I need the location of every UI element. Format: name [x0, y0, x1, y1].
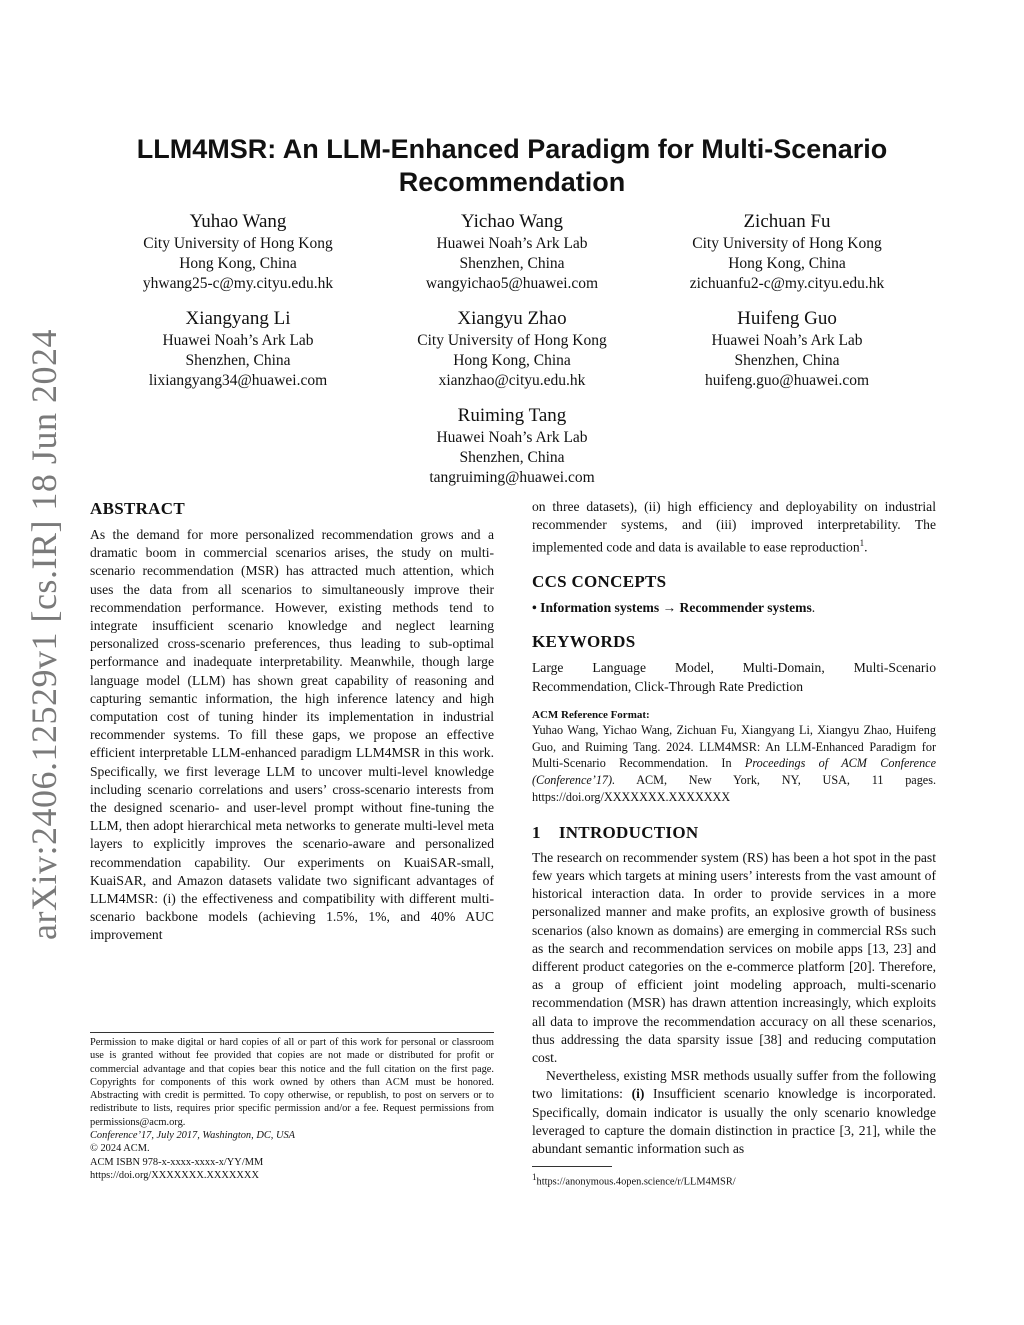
author-block	[362, 404, 662, 488]
left-column	[90, 498, 494, 945]
ccs-concept: Information systems	[540, 600, 660, 616]
isbn-line: ACM ISBN 978-x-xxxx-xxxx-x/YY/MM	[90, 1156, 264, 1168]
footnote-divider	[532, 1166, 612, 1167]
permission-notice	[90, 1036, 494, 1182]
ccs-concepts-heading: CCS CONCEPTS	[532, 572, 667, 592]
author-location: Shenzhen, China	[459, 449, 565, 466]
author-location: Hong Kong, China	[179, 255, 297, 272]
author-affiliation: Huawei Noah’s Ark Lab	[711, 332, 863, 349]
intro-paragraph-2	[532, 1067, 936, 1158]
ccs-bullet: •	[532, 600, 537, 616]
author-block	[88, 307, 388, 391]
period: .	[864, 539, 868, 555]
arrow-icon: →	[662, 600, 677, 616]
acm-reference-heading: ACM Reference Format:	[532, 708, 650, 721]
author-name: Ruiming Tang	[457, 405, 567, 426]
author-name: Zichuan Fu	[743, 211, 831, 232]
author-email: yhwang25-c@my.cityu.edu.hk	[142, 275, 334, 292]
reference-venue: Proceedings of ACM Conference (Conference’17).	[532, 756, 936, 788]
author-email: wangyichao5@huawei.com	[425, 275, 599, 292]
permission-divider	[90, 1032, 494, 1033]
footnote-number: 1	[532, 1172, 537, 1182]
author-email: zichuanfu2-c@my.cityu.edu.hk	[689, 275, 885, 292]
intro-text: Insufficient scenario knowledge is incorporated. Specifically, domain indicator is usually the only scenario knowledge leveraged to capture the domain distinction in practice [3, 21], while the abundant semantic information such as	[532, 1086, 936, 1156]
author-affiliation: Huawei Noah’s Ark Lab	[436, 235, 588, 252]
author-email: huifeng.guo@huawei.com	[704, 372, 870, 389]
abstract-continuation	[532, 498, 936, 557]
author-location: Shenzhen, China	[459, 255, 565, 272]
author-block	[637, 210, 937, 294]
permission-text: Permission to make digital or hard copies of all or part of this work for personal or classroom use is granted without fee provided that copies are not made or distributed for profit or commercial advantage and that copies bear this notice and the full citation on the first page. Copyrights for components of this work owned by others than ACM must be honored. Abstracting with credit is permitted. To copy otherwise, or republish, to post on servers or to redistribute to lists, requires prior specific permission and/or a fee. Request permissions from permissions@acm.org.	[90, 1037, 494, 1128]
right-column	[532, 498, 936, 1158]
period: .	[811, 600, 816, 616]
author-email: xianzhao@cityu.edu.hk	[438, 372, 586, 389]
author-block	[362, 210, 662, 294]
author-email: tangruiming@huawei.com	[429, 469, 595, 486]
keywords-heading: KEYWORDS	[532, 632, 636, 652]
abstract-continuation-text: on three datasets), (ii) high efficiency and deployability on industrial recommender systems, and (iii) improved interpretability. The implemented code and data is available to ease reproduction	[532, 499, 936, 555]
paper-title: LLM4MSR: An LLM-Enhanced Paradigm for Multi-Scenario Recommendation	[136, 134, 888, 197]
keywords-text: Large Language Model, Multi-Domain, Multi-Scenario Recommendation, Click-Through Rate Prediction	[532, 660, 936, 694]
footnote-link[interactable]: https://anonymous.4open.science/r/LLM4MSR/	[536, 1176, 736, 1188]
conference-info: Conference’17, July 2017, Washington, DC, USA	[90, 1130, 295, 1142]
abstract-text: As the demand for more personalized recommendation grows and a dramatic boom in commercial scenarios arises, the study on multi-scenario recommendation (MSR) has attracted much attention, which uses the data from all scenarios to simultaneously improve their recommendation performance. However, existing methods tend to integrate insufficient scenario knowledge and neglect learning personalized cross-scenario preferences, thus leading to sub-optimal performance and inadequate interpretability. Meanwhile, though large language model (LLM) has shown great capability of reasoning and capturing semantic information, the high inference latency and high computation cost of tuning hinder its implementation in industrial recommender systems. To fill these gaps, we propose an effective efficient interpretable LLM-enhanced paradigm LLM4MSR in this work. Specifically, we first leverage LLM to uncover multi-level knowledge including scenario correlations and users’ cross-scenario interests from the designed scenario- and user-level prompt without fine-tuning the LLM, then adopt hierarchical meta networks to generate multi-level meta layers to explicitly improves the scenario-aware and personalized recommendation capability. Our experiments on KuaiSAR-small, KuaiSAR, and Amazon datasets validate two significant advantages of LLM4MSR: (i) the effectiveness and compatibility with different multi-scenario backbone models (achieving 1.5%, 1%, and 40% AUC improvement	[90, 527, 494, 943]
section-number: 1	[532, 822, 541, 842]
copyright-line: © 2024 ACM.	[90, 1143, 150, 1155]
ccs-subconcept: Recommender systems	[679, 600, 812, 616]
author-name: Xiangyang Li	[185, 308, 291, 329]
author-location: Hong Kong, China	[728, 255, 846, 272]
acm-reference-text	[532, 722, 936, 806]
ccs-concepts-line	[532, 599, 936, 617]
author-name: Xiangyu Zhao	[457, 308, 567, 329]
footnote	[532, 1171, 936, 1188]
intro-text: Nevertheless, existing MSR methods usually suffer from the following two limitations:	[532, 1068, 936, 1102]
limitation-marker: (i)	[631, 1086, 645, 1102]
author-block	[88, 210, 388, 294]
author-name: Huifeng Guo	[737, 308, 837, 329]
arxiv-identifier-stamp: arXiv:2406.12529v1 [cs.IR] 18 Jun 2024	[24, 329, 64, 940]
introduction-heading	[532, 822, 936, 844]
author-affiliation: City University of Hong Kong	[692, 235, 882, 252]
reference-authors: Yuhao Wang, Yichao Wang, Zichuan Fu, Xiangyang Li, Xiangyu Zhao, Huifeng Guo, and Ruiming Tang. 2024. LLM4MSR: An LLM-Enhanced Paradigm for Multi-Scenario Recommendation. In	[532, 722, 936, 771]
footnote-mark[interactable]: 1	[859, 538, 865, 549]
author-block	[637, 307, 937, 391]
author-block	[362, 307, 662, 391]
author-email: lixiangyang34@huawei.com	[148, 372, 328, 389]
author-location: Hong Kong, China	[453, 352, 571, 369]
author-location: Shenzhen, China	[185, 352, 291, 369]
section-title: INTRODUCTION	[558, 822, 699, 842]
abstract-heading: ABSTRACT	[90, 499, 185, 518]
author-affiliation: Huawei Noah’s Ark Lab	[162, 332, 314, 349]
author-affiliation: Huawei Noah’s Ark Lab	[436, 429, 588, 446]
author-affiliation: City University of Hong Kong	[143, 235, 333, 252]
author-affiliation: City University of Hong Kong	[417, 332, 607, 349]
author-name: Yuhao Wang	[189, 211, 287, 232]
doi-link[interactable]: https://doi.org/XXXXXXX.XXXXXXX	[90, 1169, 259, 1181]
author-name: Yichao Wang	[460, 211, 564, 232]
author-location: Shenzhen, China	[734, 352, 840, 369]
reference-publisher: ACM, New York, NY, USA, 11 pages. https://doi.org/XXXXXXX.XXXXXXX	[532, 773, 936, 804]
intro-paragraph-1: The research on recommender system (RS) has been a hot spot in the past few years which targets at mining users’ interests from the vast amount of historical interaction data. In order to provide services in a more personalized manner and make profits, an explosive growth of business scenarios (also known as domains) are emerging in commercial RSs such as the search and recommendation services on mobile apps [13, 23] and different product categories on the e-commerce platform [20]. Therefore, as a group of efficient joint modeling approach, multi-scenario recommendation (MSR) has drawn attention increasingly, which exploits all data to improve the recommendation accuracy on all these scenarios, thus addressing the data sparsity issue [38] and reducing computation cost.	[532, 849, 936, 1065]
